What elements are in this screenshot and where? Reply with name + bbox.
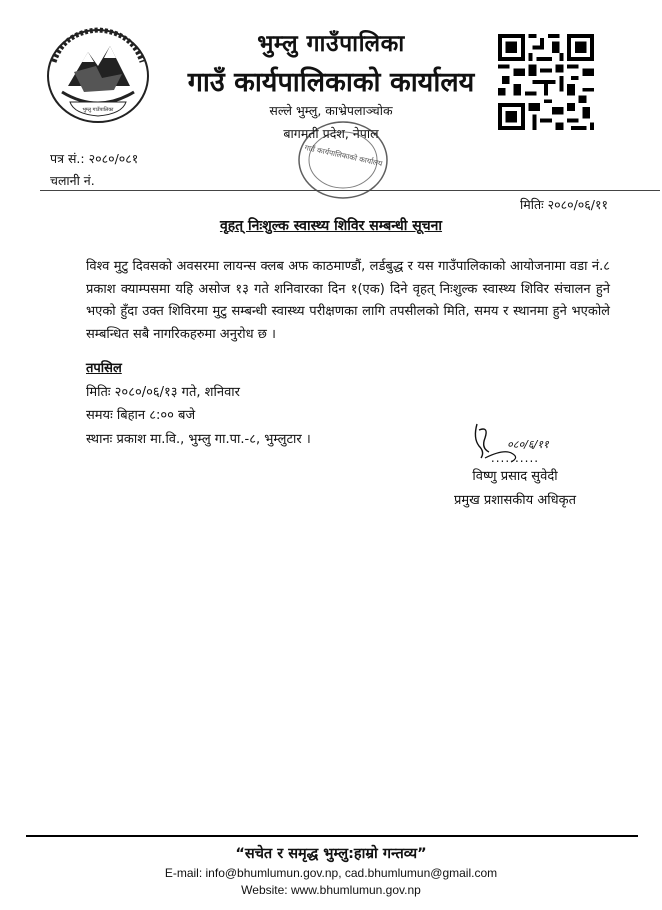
- signatory-title: प्रमुख प्रशासकीय अधिकृत: [453, 493, 577, 508]
- letter-date: मितिः २०८०/०६/११: [520, 197, 608, 212]
- signature-date: ०८०/६/११: [507, 438, 549, 451]
- municipality-title: भुम्लु गाउँपालिका: [257, 31, 405, 57]
- stamp-text: गाउँ कार्यपालिकाको कार्यालय: [303, 142, 384, 169]
- footer-motto: “सचेत र समृद्ध भुम्लु:हाम्रो गन्तव्य”: [235, 846, 427, 862]
- footer-website: Website: www.bhumlumun.gov.np: [241, 883, 421, 897]
- signatory-name: विष्णु प्रसाद सुवेदी: [472, 469, 558, 484]
- footer-email: E-mail: info@bhumlumun.gov.np, cad.bhumlumun@gmail.com: [164, 866, 498, 880]
- dispatch-number: चलानी नं.: [50, 173, 95, 188]
- emblem-label: भुम्लु गाउँपालिका: [82, 107, 114, 113]
- signature-dots: ..........: [490, 451, 540, 465]
- notice-subject: वृहत् निःशुल्क स्वास्थ्य शिविर सम्बन्धी सूचना: [219, 218, 443, 234]
- letter-number: पत्र सं.: २०८०/०८१: [50, 151, 139, 166]
- details-time: समयः बिहान ८:०० बजे: [86, 408, 196, 423]
- footer-divider: [26, 835, 638, 837]
- notice-body: विश्व मुटु दिवसको अवसरमा लायन्स क्लब अफ काठमाण्डौं, लर्डबुद्ध र यस गाउँपालिकाको आयोजनामा वडा नं.८ प्रकाश क्याम्पसमा यहि असोज १३ गते शनिवारका दिन १(एक) दिने वृहत् निःशुल्क स्वास्थ्य शिविर संचालन हुने भएको हुँदा उक्त शिविरमा मुटु सम्बन्धी स्वास्थ्य परीक्षणका लागि तपसीलको मिति, समय र स्थानमा हुने भएकोले सम्बन्धित सबै नागरिकहरुमा अनुरोध छ ।: [86, 259, 610, 342]
- details-heading: तपसिल: [86, 361, 122, 376]
- address-line-2: बागमती प्रदेश, नेपाल: [283, 126, 379, 141]
- divider-line: [40, 190, 660, 191]
- details-date: मितिः २०८०/०६/१३ गते, शनिवार: [86, 385, 240, 400]
- details-place: स्थानः प्रकाश मा.वि., भुम्लु गा.पा.-८, भुम्लुटार ।: [86, 432, 311, 447]
- address-line-1: सल्ले भुम्लु, काभ्रेपलाञ्चोक: [269, 103, 393, 118]
- office-title: गाउँ कार्यपालिकाको कार्यालय: [187, 67, 475, 98]
